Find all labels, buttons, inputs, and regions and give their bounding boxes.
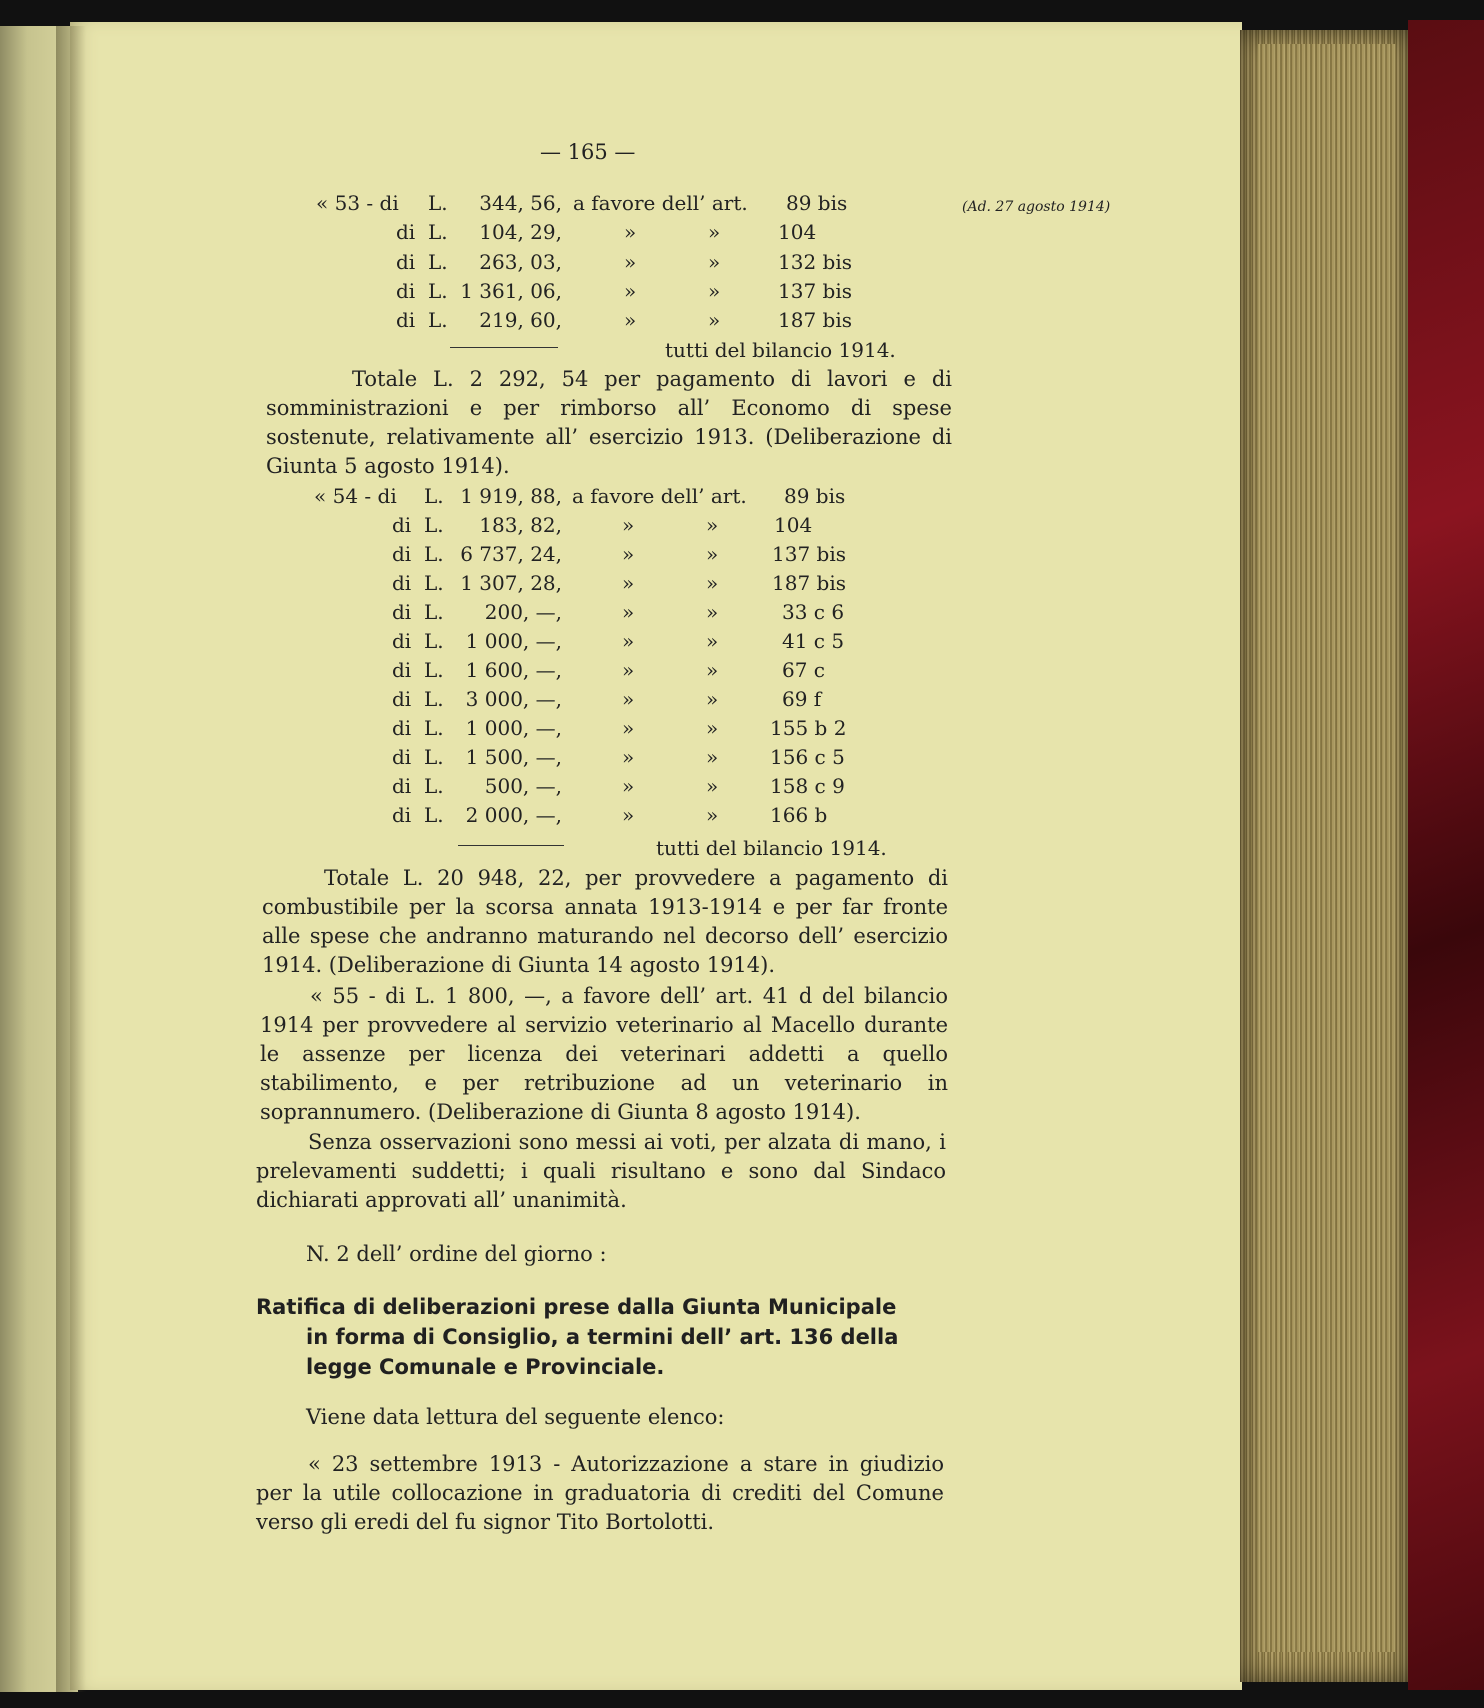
- section-heading: [256, 1292, 950, 1382]
- list-item-paragraph: « 23 settembre 1913 - Autorizzazione a stare in giudizio per la utile collocazione in graduatoria di crediti del Comune verso gli eredi del fu signor Tito Bortolotti.: [256, 1452, 944, 1534]
- book-gutter: [56, 26, 86, 1692]
- margin-note: (Ad. 27 agosto 1914): [962, 199, 1111, 215]
- total-paragraph-1: Totale L. 2 292, 54 per pagamento di lavori e di somministrazioni e per rimborso all’ Economo di spese sostenute, relativamente all’ esercizio 1913. (Deliberazione di Giunta 5 agosto 1914).: [266, 367, 952, 478]
- book-cover: [1408, 20, 1484, 1690]
- heading-line-2: in forma di Consiglio, a termini dell’ art. 136 della: [306, 1325, 899, 1349]
- vote-paragraph: Senza osservazioni sono messi ai voti, per alzata di mano, i prelevamenti suddetti; i quali risultano e sono dal Sindaco dichiarati approvati all’ unanimità.: [256, 1130, 946, 1212]
- allocation-paragraph-55: « 55 - di L. 1 800, —, a favore dell’ art. 41 d del bilancio 1914 per provvedere al servizio veterinario al Macello durante le assenze per licenza dei veterinari addetti a quello stabilimento, e per retribuzione ad un veterinario in soprannumero. (Deliberazione di Giunta 8 agosto 1914).: [260, 984, 948, 1124]
- heading-line-3: legge Comunale e Provinciale.: [306, 1355, 665, 1379]
- subtotal-rule: [450, 347, 558, 348]
- reading-intro: Viene data lettura del seguente elenco:: [306, 1405, 725, 1429]
- page-number: — 165 —: [540, 140, 636, 164]
- total-paragraph-2: Totale L. 20 948, 22, per provvedere a pagamento di combustibile per la scorsa annata 1913-1914 e per far fronte alle spese che andranno maturando nel decorso dell’ esercizio 1914. (Deliberazione di Giunta 14 agosto 1914).: [262, 866, 948, 977]
- table-footer: tutti del bilancio 1914.: [665, 338, 896, 362]
- subtotal-rule: [458, 845, 564, 846]
- heading-line-1: Ratifica di deliberazioni prese dalla Giunta Municipale: [256, 1295, 897, 1319]
- page-edges: [1240, 30, 1410, 1682]
- table-footer: tutti del bilancio 1914.: [656, 836, 887, 860]
- agenda-item: N. 2 dell’ ordine del giorno :: [306, 1242, 607, 1266]
